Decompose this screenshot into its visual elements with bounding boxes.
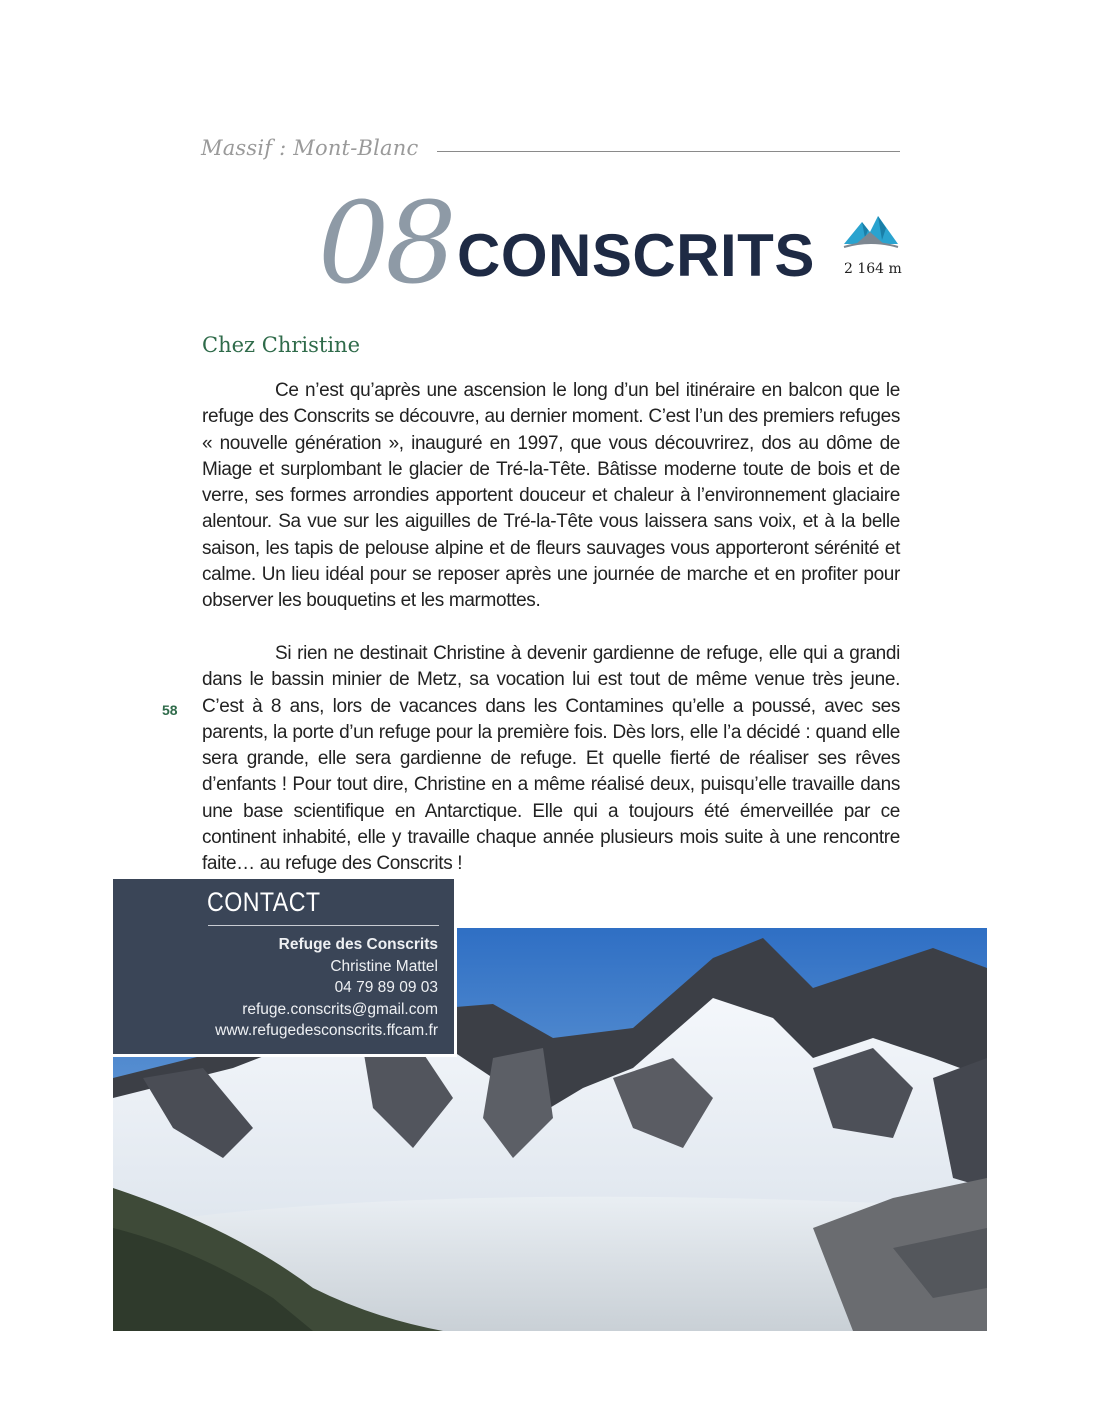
- contact-box: [113, 879, 457, 1057]
- contact-details: [215, 934, 438, 1042]
- mountain-icon: [842, 210, 900, 252]
- article-paragraph: Si rien ne destinait Christine à devenir gardienne de refuge, elle qui a grandi dans le bassin minier de Metz, sa vocation lui est tout de même venue très jeune. C’est à 8 ans, lors de vacances dans les Contamines qu’elle a poussé, avec ses parents, la porte d’un refuge pour la première fois. Dès lors, elle l’a décidé : quand elle sera grande, elle sera gardienne de refuge. Et quelle fierté de réaliser ses rêves d’enfants ! Pour tout dire, Christine en a même réalisé deux, puisqu’elle travaille dans une base scientifique en Antarctique. Elle qui a toujours été émerveillée par ce continent inhabité, elle y travaille chaque année plusieurs mois suite à une rencontre faite… au refuge des Conscrits !: [202, 643, 900, 875]
- contact-phone[interactable]: 04 79 89 09 03: [334, 979, 438, 996]
- massif-label: Massif : Mont-Blanc: [201, 136, 419, 160]
- chapter-number: 08: [318, 179, 453, 309]
- page-title: CONSCRITS: [457, 222, 815, 289]
- contact-email[interactable]: refuge.conscrits@gmail.com: [242, 1000, 438, 1018]
- page-number: 58: [162, 702, 178, 718]
- contact-name: Refuge des Conscrits: [278, 936, 438, 953]
- contact-website[interactable]: www.refugedesconscrits.ffcam.fr: [215, 1022, 438, 1039]
- article-paragraph: Ce n’est qu’après une ascension le long d’un bel itinéraire en balcon que le refuge des Conscrits se découvre, au dernier moment. C’est l’un des premiers refuges « nouvelle génération », inauguré en 1997, que vous découvrirez, dos au dôme de Miage et surplombant le glacier de Tré-la-Tête. Bâtisse moderne toute de bois et de verre, ses formes arrondies apportent douceur et chaleur à l’environnement glaciaire alentour. Sa vue sur les aiguilles de Tré-la-Tête vous laissera sans voix, et à la belle saison, les tapis de pelouse alpine et de fleurs sauvages vous apporteront sérénité et calme. Un lieu idéal pour se reposer après une journée de marche et en profiter pour observer les bouquetins et les marmottes.: [202, 380, 900, 612]
- contact-rule: [208, 925, 439, 926]
- contact-person: Christine Mattel: [330, 957, 438, 975]
- header-rule: [437, 151, 900, 152]
- contact-heading: CONTACT: [207, 887, 321, 917]
- article-subtitle: Chez Christine: [202, 333, 360, 357]
- altitude-label: 2 164 m: [844, 261, 902, 277]
